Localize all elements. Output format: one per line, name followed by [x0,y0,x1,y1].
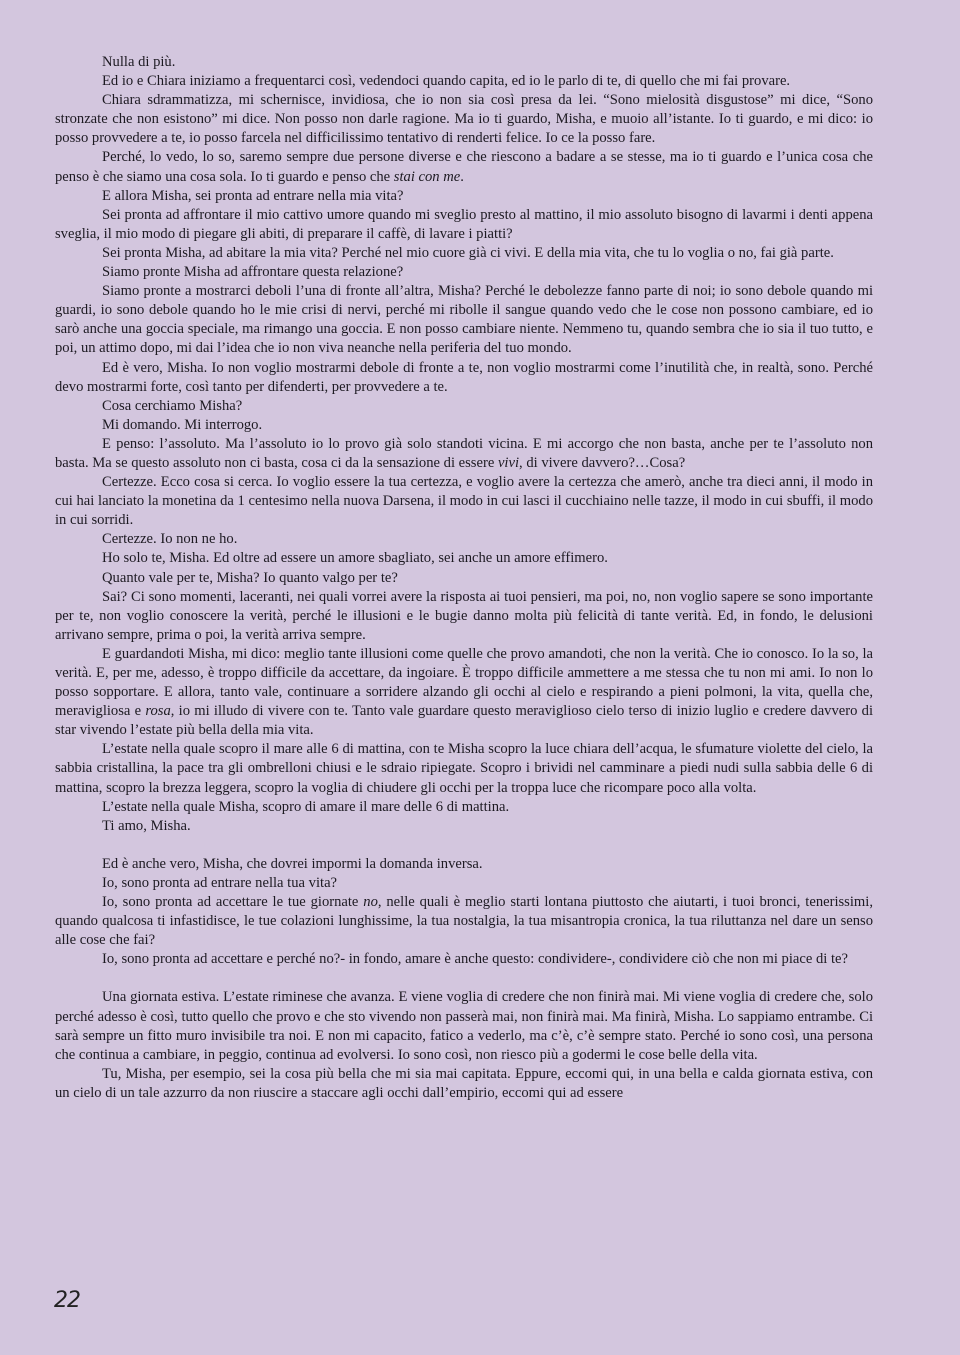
text-run: Sai? Ci sono momenti, laceranti, nei quali vorrei avere la risposta ai tuoi pensieri, ma poi, no, non voglio sapere se sono importante per te, non voglio conoscere la verità, perché le illusioni e le bugie danno molta più felicità di tante verità. Ed, in fondo, le delusioni arrivano sempre, prima o poi, la verità arriva sempre. [55,588,873,643]
text-run: , di vivere davvero?…Cosa? [519,454,686,471]
text-run: Io, sono pronta ad accettare le tue giornate [102,894,364,911]
paragraph [55,263,873,282]
paragraph [55,206,873,244]
text-run: Io, sono pronta ad accettare e perché no?- in fondo, amare è anche questo: condividere-, condividere ciò che non mi piace di te? [102,951,848,968]
italic-text: stai con me [393,168,461,185]
text-run: , nelle quali è meglio starti lontana piuttosto che aiutarti, i tuoi bronci, tenerissimi, quando qualcosa ti infastidisce, le tue colazioni lunghissime, la tua nostalgia, la tua misantropia cronica, la tua riluttanza nel dare un senso alle cose che fai? [55,894,873,949]
paragraph [55,588,873,645]
text-run: Siamo pronte a mostrarci deboli l’una di fronte all’altra, Misha? Perché le debolezze fanno parte di noi; io sono debole quando mi guardi, io sono debole quando ho le mie crisi di nervi, perché mi ribolle il sangue quando vedo che le cose non possono cambiare, ed io sarò anche una goccia speciale, ma rimango una goccia. E non posso cambiare niente. Nemmeno tu, quando sembra che io sia il tuo tutto, e poi, un attimo dopo, mi dai l’idea che io non viva neanche nella periferia del tuo mondo. [55,283,873,357]
text-run: Una giornata estiva. L’estate riminese che avanza. E viene voglia di credere che non finirà mai. Mi viene voglia di credere che, solo perché adesso è così, tutto quello che provo e che sto vivendo non passerà mai, non finirà mai. Ma finirà, Misha. Lo sappiamo entrambe. Ci sarà sempre un fitto muro invisibile tra noi. E non mi capacito, fatico a vederlo, ma c’è, c’è sempre stato. Perché io sono così, una persona che continua a cambiare, in peggio, continua ad evolversi. Io sono così, non riesco più a godermi le cose belle della vita. [55,989,873,1063]
text-run: Nulla di più. [102,54,176,70]
paragraph [55,435,873,473]
paragraph [55,893,873,950]
text-run: Tu, Misha, per esempio, sei la cosa più bella che mi sia mai capitata. Eppure, eccomi qui, in una bella e calda giornata estiva, con un cielo di un tale azzurro da non riuscire a staccare agli occhi dall’empirio, eccomi qui ad essere [55,1065,873,1101]
text-run: Ti amo, Misha. [102,817,191,834]
text-run: E guardandoti Misha, mi dico: meglio tante illusioni come quelle che provo amandoti, che non la verità. Che io conosco. Io la so, la verità. E, per me, adesso, è troppo difficile da accettare, da ingoiare. È troppo difficile ammettere a me stessa che tu non mi ami. Io non lo posso sopportare. E allora, tanto vale, continuare a sorridere alzando gli occhi al cielo e respirando a pieni polmoni, la vita, quella che, meravigliosa e [55,645,873,720]
text-run: E allora Misha, sei pronta ad entrare nella mia vita? [102,187,404,204]
text-run: Sei pronta Misha, ad abitare la mia vita? Perché nel mio cuore già ci vivi. E della mia vita, che tu lo voglia o no, fai già parte. [102,244,834,261]
text-run: Chiara sdrammatizza, mi schernisce, invidiosa, che io non sia così presa da lei. “Sono mielosità disgustose” mi dice, “Sono stronzate che non esistono” mi dice. Non posso non darle ragione. Ma io ti guardo, Misha, e muoio all’istante. Io ti guardo, e mi dico: io posso provvedere a te, io posso farcela nel difficilissimo tentativo di renderti felice. Io ce la posso fare. [55,92,873,147]
paragraph [55,855,873,874]
paragraph [55,569,873,588]
text-run: Quanto vale per te, Misha? Io quanto valgo per te? [102,569,398,586]
paragraph [55,473,873,530]
paragraph [55,91,873,148]
paragraph [55,359,873,397]
italic-text: no [363,894,378,911]
paragraph [55,53,873,72]
paragraph [55,416,873,435]
text-run: Io, sono pronta ad entrare nella tua vita? [102,874,338,891]
text-run: Cosa cerchiamo Misha? [102,397,243,414]
text-run: Perché, lo vedo, lo so, saremo sempre due persone diverse e che riescono a badare a se stesse, ma io ti guardo e l’unica cosa che penso è che siamo una cosa sola. Io ti guardo e penso che [55,149,873,185]
text-run: Ed io e Chiara iniziamo a frequentarci così, vedendoci quando capita, ed io le parlo di te, di quello che mi fai provare. [102,73,791,90]
text-run: Certezze. Io non ne ho. [102,531,238,548]
paragraph [55,988,873,1064]
paragraph [55,950,873,969]
paragraph [55,397,873,416]
text-run: Certezze. Ecco cosa si cerca. Io voglio essere la tua certezza, e voglio avere la certezza che amerò, anche tra dieci anni, il modo in cui hai lanciato la monetina da 1 centesimo nella nuova Darsena, il modo in cui lasci il cucchiaino nelle tazze, il modo in cui sbuffi, il modo in cui sorridi. [55,474,873,529]
text-run: Ho solo te, Misha. Ed oltre ad essere un amore sbagliato, sei anche un amore effimero. [102,550,608,567]
paragraph [55,874,873,893]
text-run: . [460,168,464,185]
italic-text: rosa [145,703,171,720]
paragraph [55,282,873,358]
paragraph [55,244,873,263]
paragraph [55,148,873,186]
text-run: L’estate nella quale Misha, scopro di amare il mare delle 6 di mattina. [102,798,510,815]
text-run: E penso: l’assoluto. Ma l’assoluto io lo provo già solo standoti vicina. E mi accorgo che non basta, anche per te l’assoluto non basta. Ma se questo assoluto non ci basta, cosa ci da la sensazione di essere [55,435,873,471]
text-run: Ed è anche vero, Misha, che dovrei impormi la domanda inversa. [102,855,483,872]
text-run: Sei pronta ad affrontare il mio cattivo umore quando mi sveglio presto al mattino, il mio assoluto bisogno di lavarmi i denti appena sveglia, il mio modo di piegare gli abiti, di preparare il caffè, di lavare i piatti? [55,206,873,242]
text-run: Siamo pronte Misha ad affrontare questa relazione? [102,264,404,281]
text-run: Ed è vero, Misha. Io non voglio mostrarmi debole di fronte a te, non voglio mostrarmi come l’inutilità che, in realtà, sono. Perché devo mostrarmi forte, così tanto per difenderti, per provvedere a te. [55,359,873,395]
text-run: , io mi illudo di vivere con te. Tanto vale guardare questo meraviglioso cielo terso di inizio luglio e credere davvero di star vivendo l’estate più bella della mia vita. [55,703,873,739]
page-number: 22 [54,1288,80,1313]
paragraph [55,817,873,836]
paragraph [55,549,873,568]
paragraph [55,187,873,206]
paragraph [55,645,873,740]
text-run: L’estate nella quale scopro il mare alle 6 di mattina, con te Misha scopro la luce chiara dell’acqua, le sfumature violette del cielo, la sabbia cristallina, la pace tra gli ombrelloni chiusi e le sdraio ripiegate. Scopro i brividi nel camminare a piedi nudi sulla sabbia delle 6 di mattina, scopro la brezza leggera, scopro la voglia di chiudere gli occhi per la troppa luce che ricompare poco alla volta. [55,741,873,796]
paragraph [55,740,873,797]
italic-text: vivi [497,454,520,471]
body-text [55,53,873,1103]
paragraph [55,1065,873,1103]
paragraph [55,72,873,91]
paragraph [55,530,873,549]
paragraph [55,798,873,817]
text-run: Mi domando. Mi interrogo. [102,416,263,433]
